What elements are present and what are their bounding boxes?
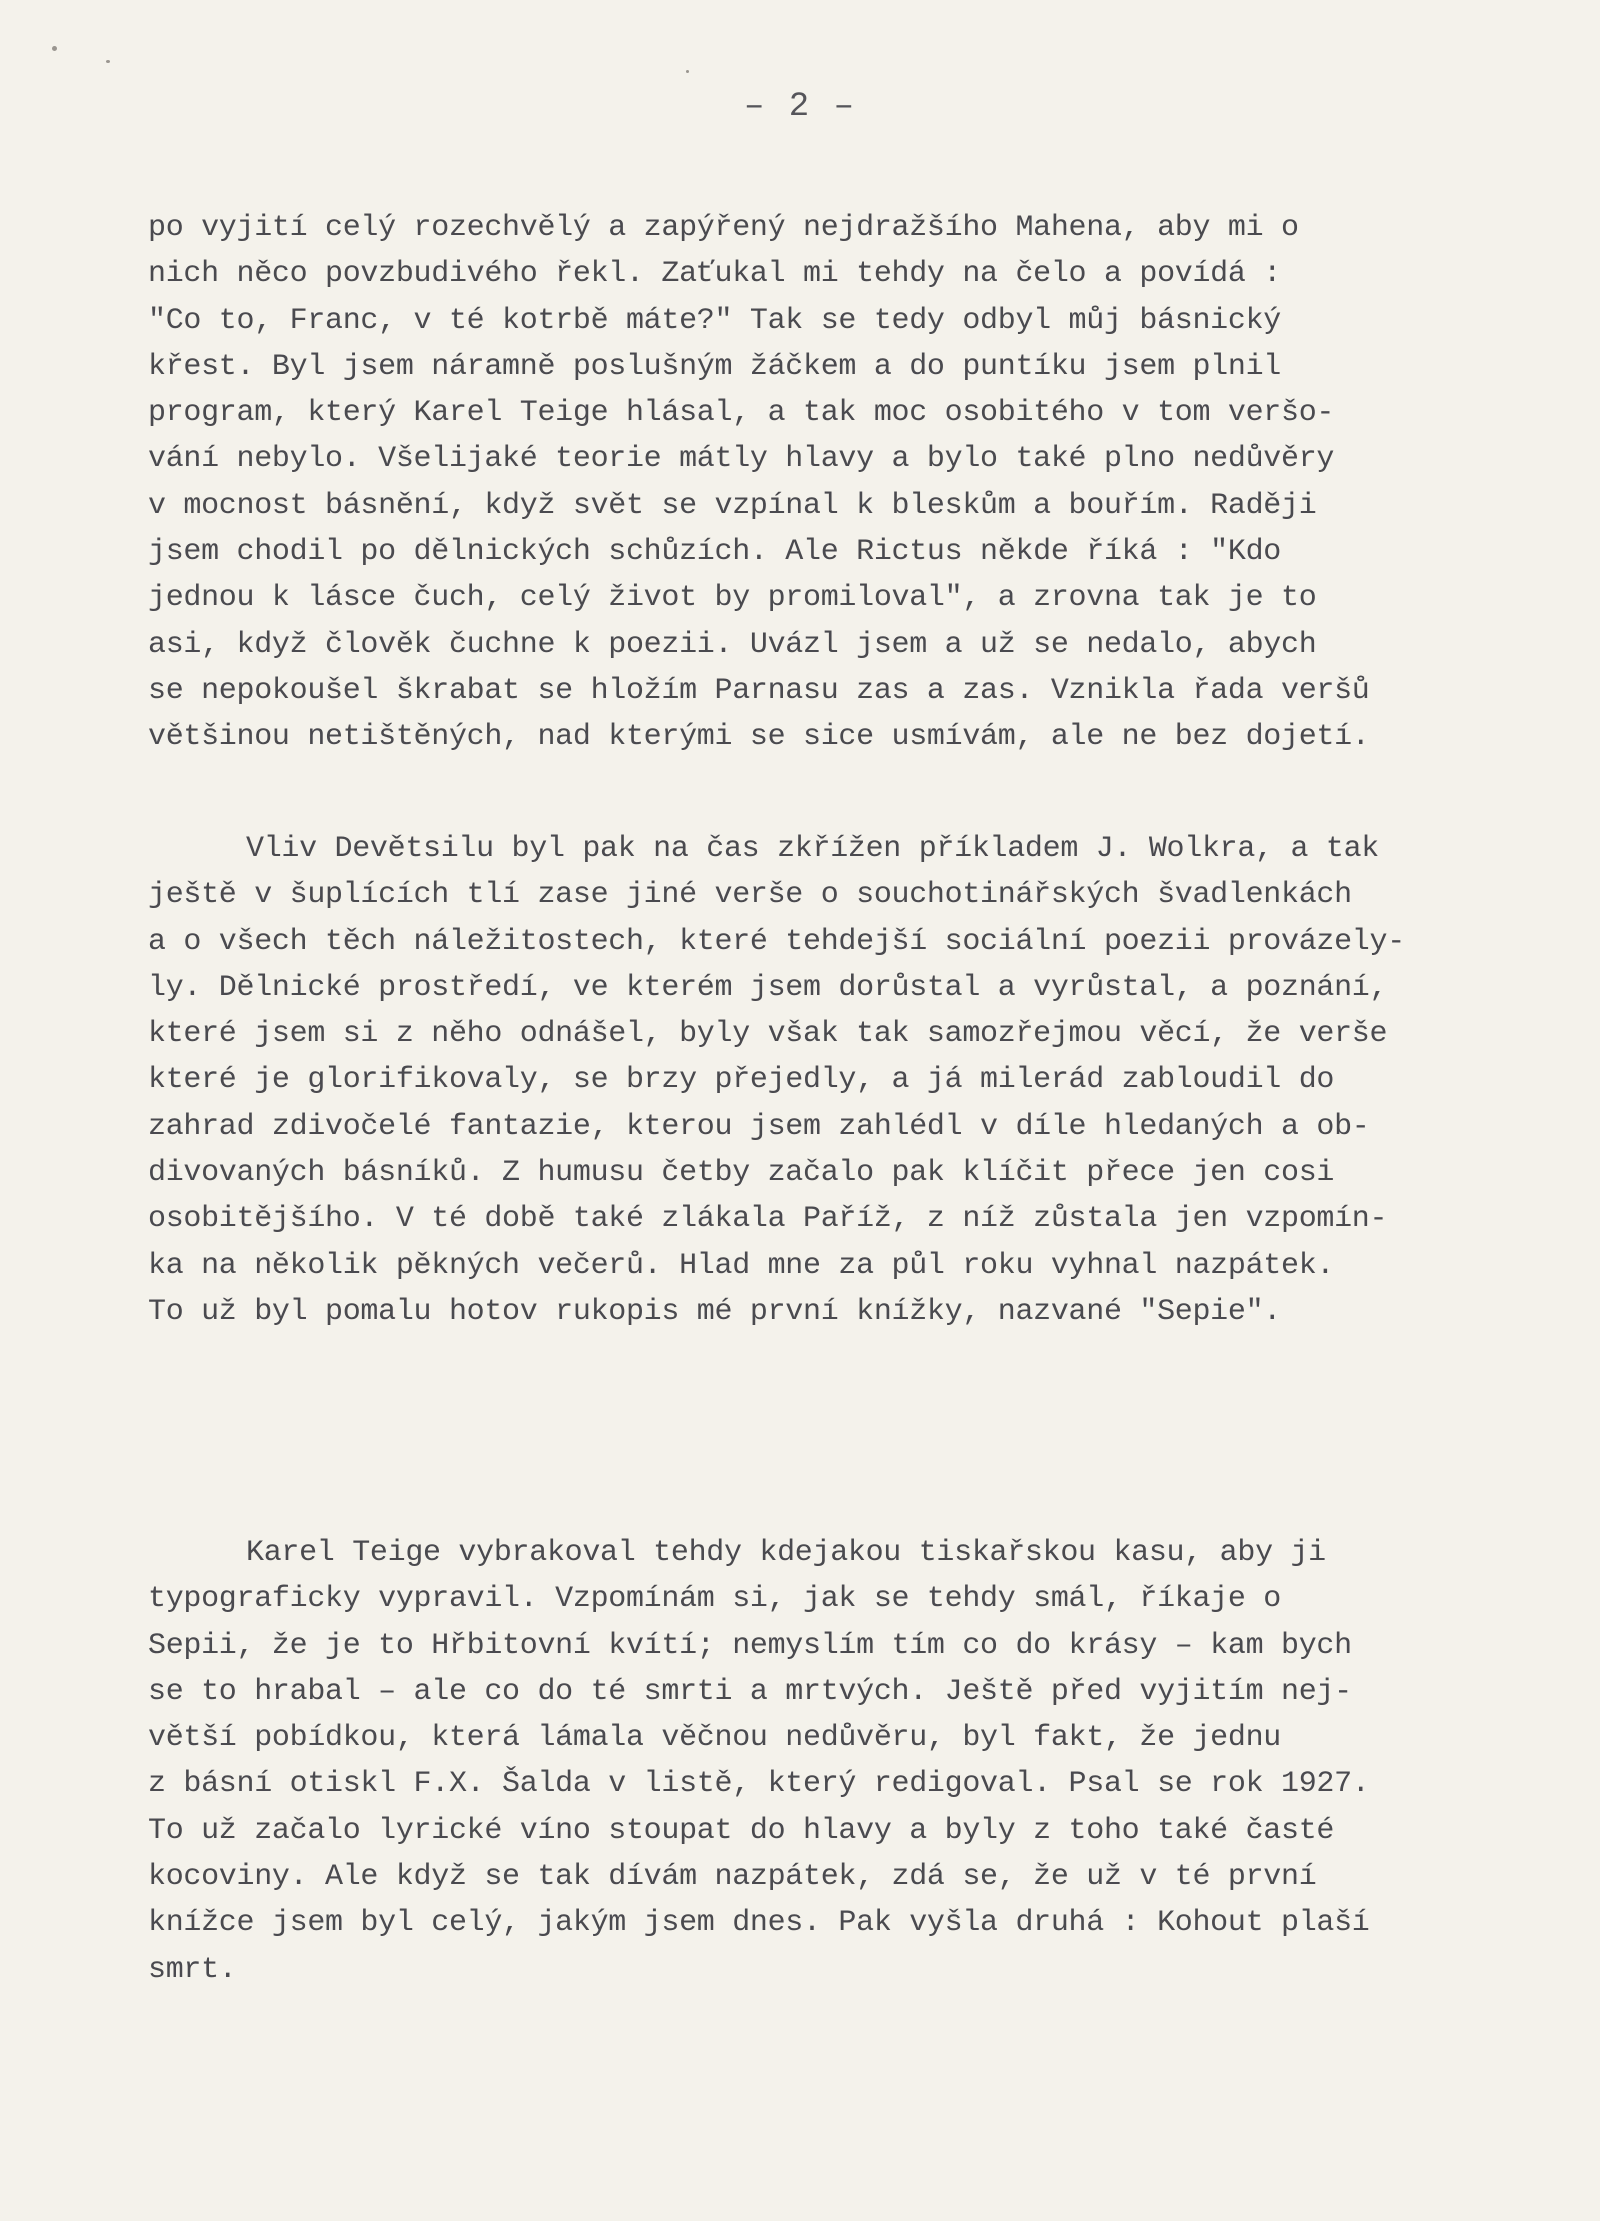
text-line: To už byl pomalu hotov rukopis mé první knížky, nazvané "Sepie". xyxy=(148,1294,1281,1329)
text-line: které je glorifikovaly, se brzy přejedly, a já milerád zabloudil do xyxy=(148,1063,1335,1098)
text-line: asi, když člověk čuchne k poezii. Uvázl jsem a už se nedalo, abych xyxy=(148,627,1317,662)
text-line: nich něco povzbudivého řekl. Zaťukal mi tehdy na čelo a povídá : xyxy=(148,257,1281,292)
text-line: typograficky vypravil. Vzpomínám si, jak se tehdy smál, říkaje o xyxy=(148,1582,1281,1617)
text-line: vání nebylo. Všelijaké teorie mátly hlavy a bylo také plno nedůvěry xyxy=(148,442,1335,477)
paragraph-1 xyxy=(148,205,1370,761)
text-line: větší pobídkou, která lámala věčnou nedůvěru, byl fakt, že jednu xyxy=(148,1721,1281,1756)
text-line: ka na několik pěkných večerů. Hlad mne za půl roku vyhnal nazpátek. xyxy=(148,1248,1335,1283)
paper-speck xyxy=(106,60,110,63)
text-line: Sepii, že je to Hřbitovní kvítí; nemyslím tím co do krásy – kam bych xyxy=(148,1628,1352,1663)
text-line: ly. Dělnické prostředí, ve kterém jsem dorůstal a vyrůstal, a poznání, xyxy=(148,970,1388,1005)
paragraph-3 xyxy=(148,1530,1370,1993)
text-line: po vyjití celý rozechvělý a zapýřený nejdražšího Mahena, aby mi o xyxy=(148,211,1299,245)
text-line: křest. Byl jsem náramně poslušným žáčkem a do puntíku jsem plnil xyxy=(148,349,1281,384)
page-number: – 2 – xyxy=(743,88,857,126)
text-line: jednou k lásce čuch, celý život by promiloval", a zrovna tak je to xyxy=(148,581,1317,616)
paper-speck xyxy=(52,46,57,51)
text-line: zahrad zdivočelé fantazie, kterou jsem zahlédl v díle hledaných a ob- xyxy=(148,1109,1370,1144)
paragraph-2 xyxy=(148,826,1405,1335)
text-line: Karel Teige vybrakoval tehdy kdejakou tiskařskou kasu, aby ji xyxy=(246,1536,1326,1570)
text-line: divovaných básníků. Z humusu četby začalo pak klíčit přece jen cosi xyxy=(148,1156,1335,1191)
text-line: z básní otiskl F.X. Šalda v listě, který redigoval. Psal se rok 1927. xyxy=(148,1767,1370,1802)
text-line: jsem chodil po dělnických schůzích. Ale Rictus někde říká : "Kdo xyxy=(148,535,1281,570)
text-line: knížce jsem byl celý, jakým jsem dnes. Pak vyšla druhá : Kohout plaší xyxy=(148,1906,1370,1941)
text-line: "Co to, Franc, v té kotrbě máte?" Tak se tedy odbyl můj básnický xyxy=(148,303,1281,338)
text-line: program, který Karel Teige hlásal, a tak moc osobitého v tom veršo- xyxy=(148,396,1335,431)
text-line: To už začalo lyrické víno stoupat do hlavy a byly z toho také časté xyxy=(148,1813,1335,1848)
text-line: kocoviny. Ale když se tak dívám nazpátek, zdá se, že už v té první xyxy=(148,1860,1317,1895)
text-line: ještě v šuplících tlí zase jiné verše o souchotinářských švadlenkách xyxy=(148,878,1352,913)
text-line: většinou netištěných, nad kterými se sice usmívám, ale ne bez dojetí. xyxy=(148,720,1370,755)
text-line: osobitějšího. V té době také zlákala Paříž, z níž zůstala jen vzpomín- xyxy=(148,1202,1388,1237)
text-line: se to hrabal – ale co do té smrti a mrtvých. Ještě před vyjitím nej- xyxy=(148,1674,1352,1709)
text-line: se nepokoušel škrabat se hložím Parnasu zas a zas. Vznikla řada veršů xyxy=(148,673,1370,708)
text-line: a o všech těch náležitostech, které tehdejší sociální poezii provázely- xyxy=(148,924,1405,959)
text-line: Vliv Devětsilu byl pak na čas zkřížen příkladem J. Wolkra, a tak xyxy=(246,832,1379,866)
text-line: smrt. xyxy=(148,1952,237,1987)
text-line: v mocnost básnění, když svět se vzpínal k bleskům a bouřím. Raději xyxy=(148,488,1317,523)
paper-speck xyxy=(686,70,689,73)
text-line: které jsem si z něho odnášel, byly však tak samozřejmou věcí, že verše xyxy=(148,1017,1388,1052)
